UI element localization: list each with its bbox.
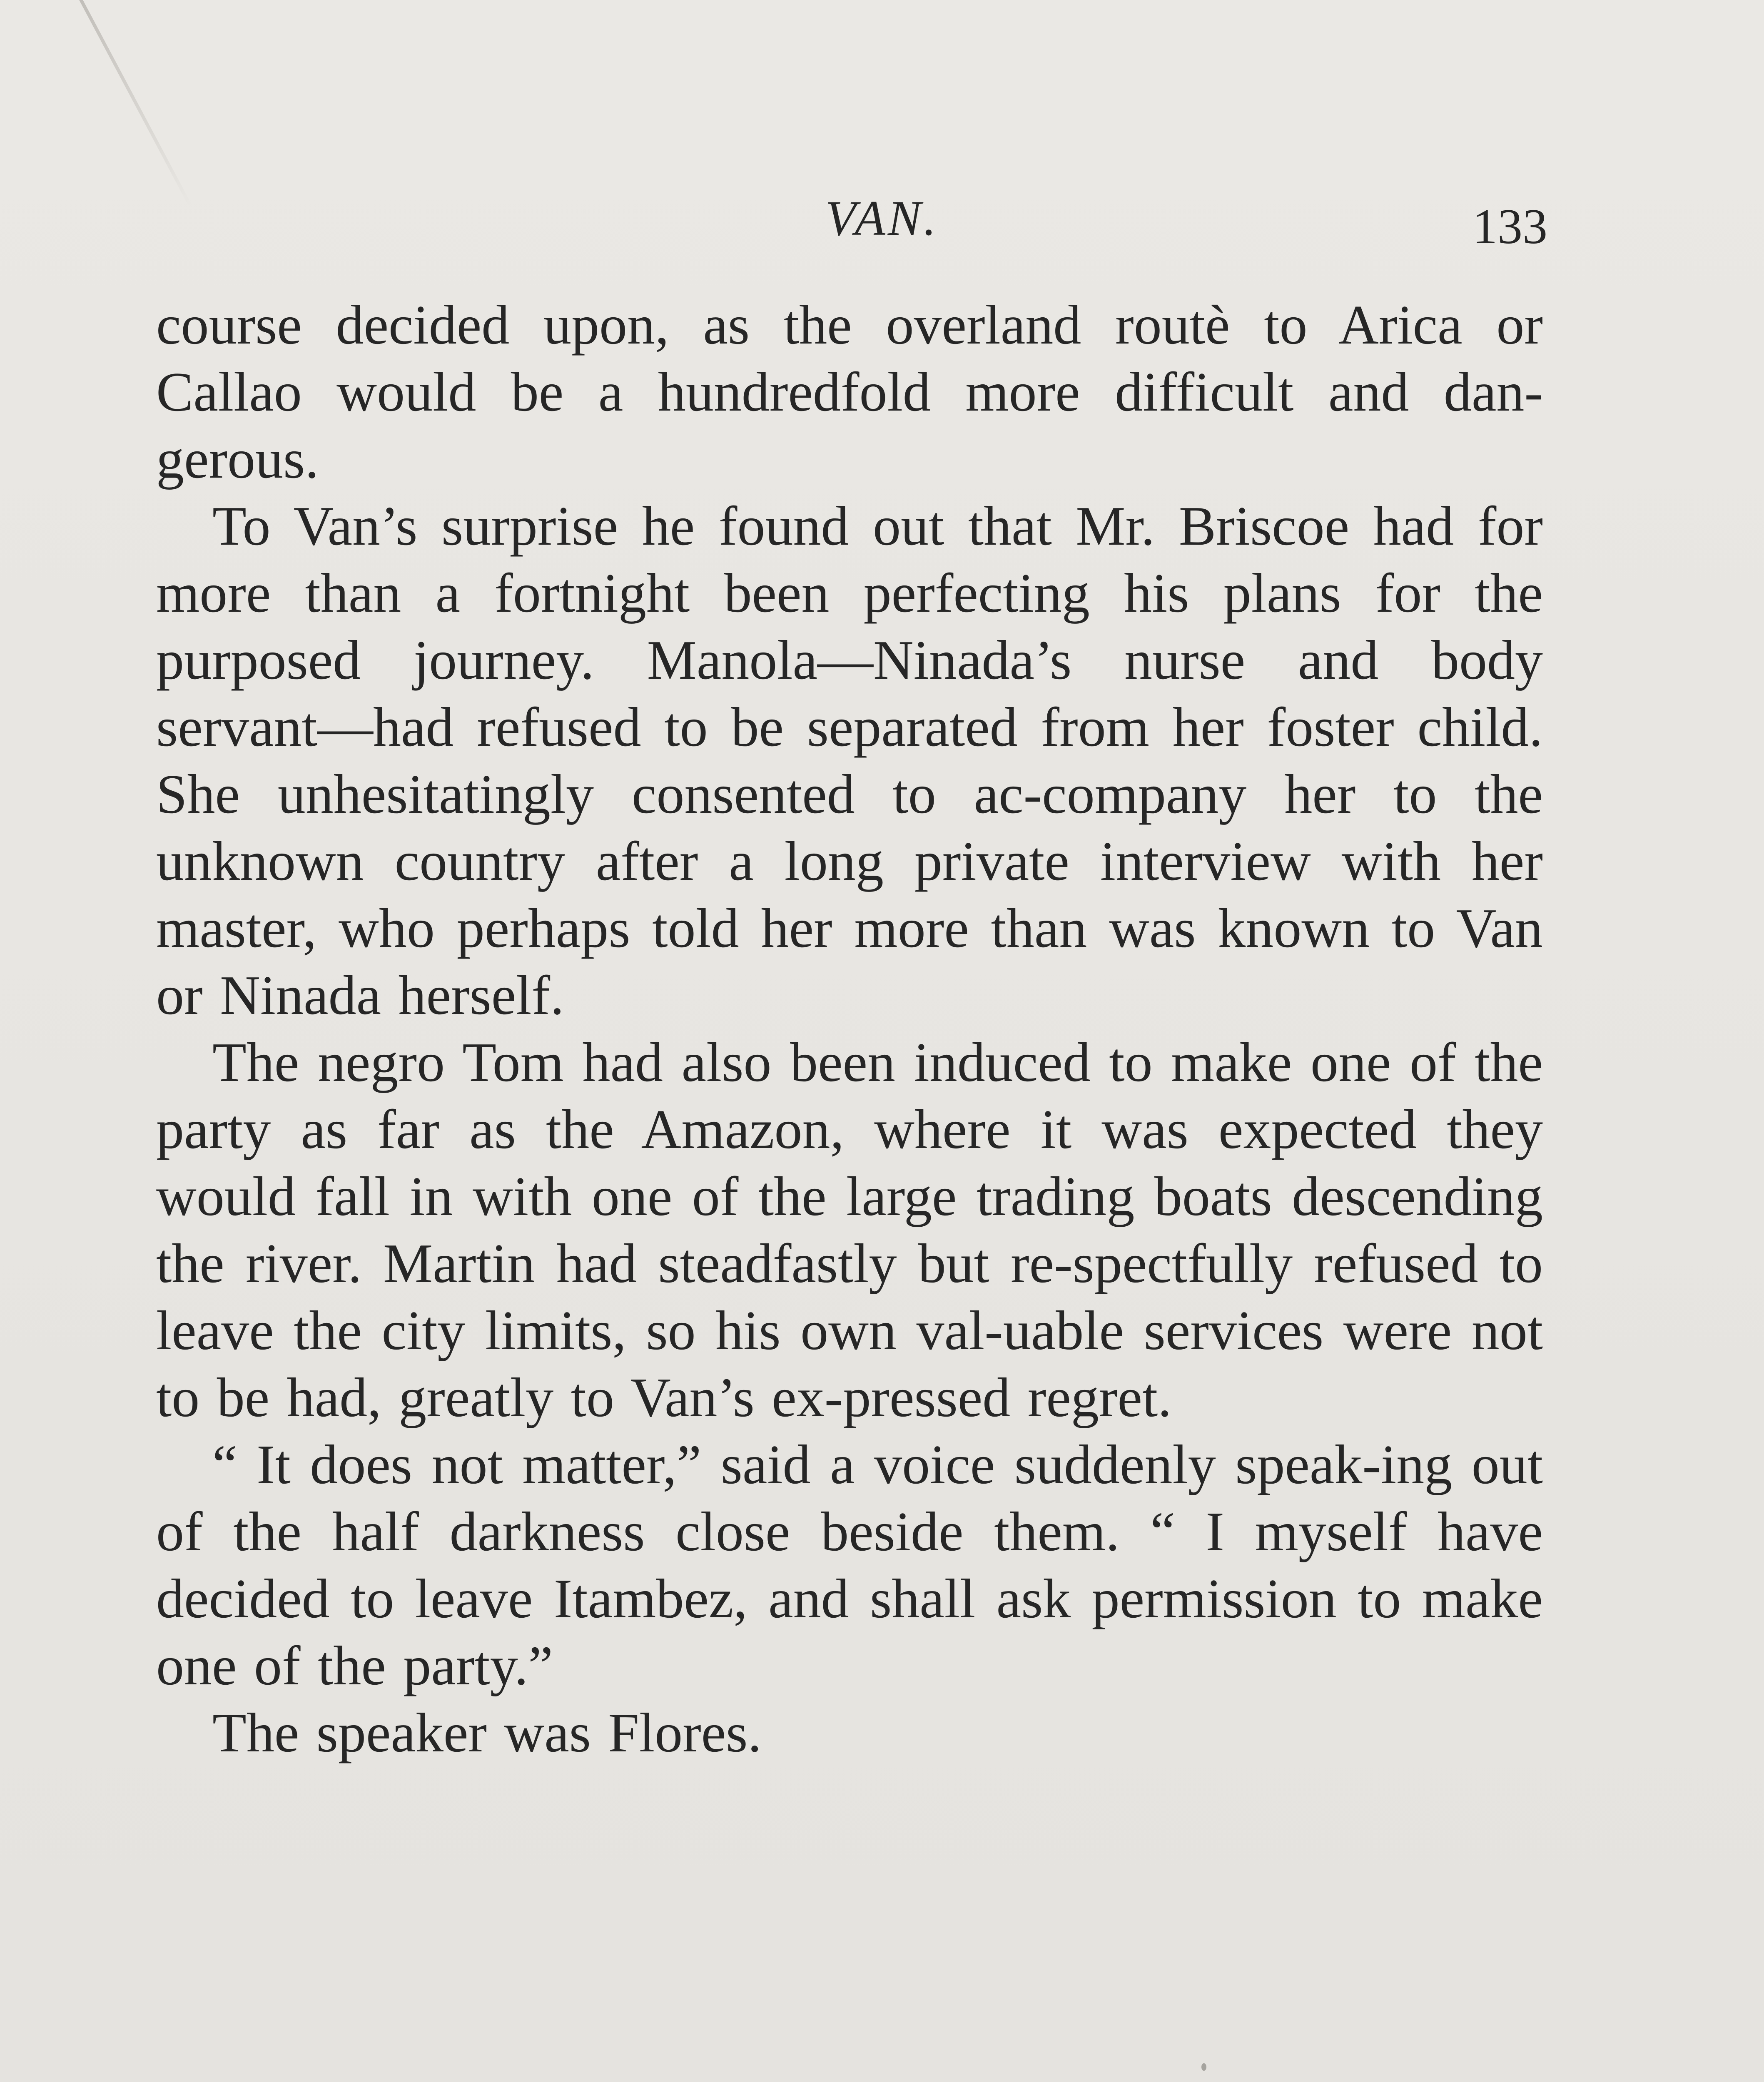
paragraph: The negro Tom had also been induced to make one of the party as far as the Amazon, where it was expected they would fall in with one of the large trading boats descending the river. Martin had steadfastly but re-spectfully refused to leave the city limits, so his own val-uable services were not to be had, greatly to Van’s ex-pressed regret.: [156, 1031, 1543, 1428]
paragraph: The speaker was Flores.: [212, 1702, 762, 1763]
paragraph: To Van’s surprise he found out that Mr. Briscoe had for more than a fortnight been perfecting his plans for the purposed journey. Manola—Ninada’s nurse and body servant—had refused to be separated from her foster child. She unhesitatingly consented to ac-company her to the unknown country after a long private interview with her master, who perhaps told her more than was known to Van or Ninada herself.: [156, 495, 1543, 1026]
body-text: [156, 291, 1543, 1766]
page-crease: [79, 0, 192, 206]
page-number: 133: [1472, 199, 1547, 254]
paragraph: “ It does not matter,” said a voice suddenly speak-ing out of the half darkness close beside them. “ I myself have decided to leave Itambez, and shall ask permission to make one of the party.”: [156, 1434, 1543, 1696]
running-head: VAN.: [825, 190, 939, 246]
paragraph-continued: course decided upon, as the overland routè to Arica or Callao would be a hundredfold more difficult and dan-gerous.: [156, 294, 1543, 490]
paper-speck: [1201, 2063, 1206, 2071]
